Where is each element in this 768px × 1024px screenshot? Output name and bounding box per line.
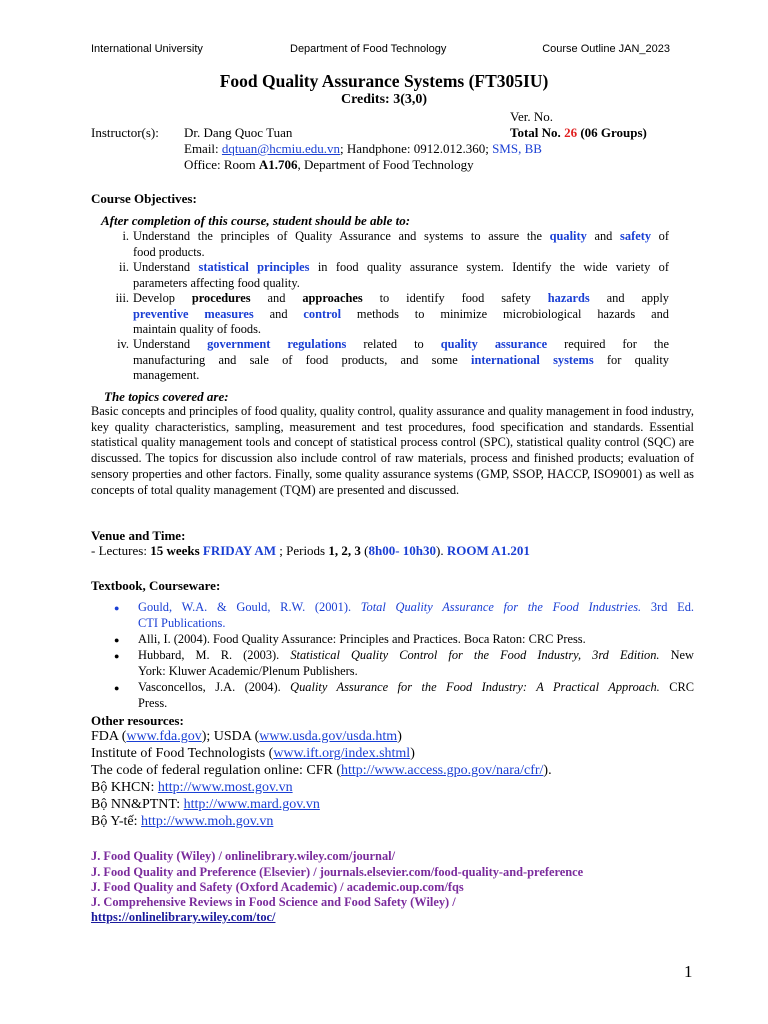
objective-text: Understand government regulations related to quality assurance required for the manufacturing and sale of food products, and some international systems for quality management.	[133, 337, 669, 383]
course-title-text: Food Quality Assurance Systems	[219, 71, 469, 91]
objective-text: Understand the principles of Quality Assurance and systems to assure the quality and safety of food products.	[133, 229, 669, 259]
venue-lectures: - Lectures: 15 weeks FRIDAY AM ; Periods 1, 2, 3 (8h00- 10h30). ROOM A1.201	[91, 543, 530, 558]
objective-number: iii.	[115, 291, 129, 305]
journal-line: J. Food Quality and Safety (Oxford Academic) / academic.oup.com/fqs	[91, 880, 464, 894]
textbook-heading: Textbook, Courseware:	[91, 578, 221, 593]
header-department: Department of Food Technology	[290, 43, 447, 55]
office-suffix: , Department of Food Technology	[297, 157, 474, 172]
version-number: Ver. No.	[510, 109, 553, 124]
usda-link[interactable]: www.usda.gov/usda.htm	[259, 729, 398, 744]
resource-line-fda-usda: FDA (www.fda.gov); USDA (www.usda.gov/usda.htm)	[91, 729, 402, 744]
journal-line: J. Food Quality and Preference (Elsevier) / journals.elsevier.com/food-quality-and-preference	[91, 865, 584, 879]
objective-text: Develop procedures and approaches to identify food safety hazards and apply preventive measures and control methods to minimize microbiological hazards and maintain quality of foods.	[133, 291, 669, 337]
objectives-heading: Course Objectives:	[91, 191, 197, 206]
bullet-icon: ●	[114, 651, 120, 661]
office-room: A1.706	[258, 157, 298, 172]
contact-line	[184, 141, 542, 157]
office-line	[184, 157, 474, 173]
page-number: 1	[684, 962, 693, 981]
email-link[interactable]: dqtuan@hcmiu.edu.vn	[221, 141, 341, 156]
instructor-label: Instructor(s):	[91, 125, 159, 140]
total-label: Total No.	[510, 125, 565, 140]
mard-link[interactable]: http://www.mard.gov.vn	[183, 797, 320, 812]
wiley-toc-link[interactable]: https://onlinelibrary.wiley.com/toc/	[91, 910, 276, 924]
venue-heading: Venue and Time:	[91, 528, 186, 543]
objective-text: Understand statistical principles in food quality assurance system. Identify the wide variety of parameters affecting food quality.	[133, 260, 669, 290]
topics-heading: The topics covered are:	[104, 389, 229, 404]
objective-number: i.	[122, 229, 129, 243]
objective-item	[107, 229, 669, 261]
bullet-icon: ●	[114, 683, 120, 693]
objective-item	[107, 260, 669, 292]
total-groups: (06 Groups)	[577, 125, 647, 140]
header-course-outline: Course Outline JAN_2023	[542, 43, 670, 55]
course-credits: Credits: 3(3,0)	[340, 92, 428, 107]
objective-number: ii.	[119, 260, 129, 274]
total-value: 26	[564, 125, 578, 140]
sms-text: SMS, BB	[492, 141, 542, 156]
objective-number: iv.	[117, 337, 129, 351]
bullet-icon: ●	[114, 635, 120, 645]
most-link[interactable]: http://www.most.gov.vn	[157, 780, 293, 795]
resource-line-cfr: The code of federal regulation online: CFR (http://www.access.gpo.gov/nara/cfr/).	[91, 763, 552, 778]
cfr-link[interactable]: http://www.access.gpo.gov/nara/cfr/	[340, 763, 544, 778]
resources-heading: Other resources:	[91, 713, 184, 728]
objective-item	[107, 337, 669, 384]
header-university: International University	[91, 43, 203, 55]
objective-item	[107, 291, 669, 338]
total-students	[510, 125, 647, 141]
reference-item: Alli, I. (2004). Food Quality Assurance: Principles and Practices. Boca Raton: CRC Press.	[138, 632, 586, 646]
reference-item: Gould, W.A. & Gould, R.W. (2001). Total Quality Assurance for the Food Industries. 3rd Ed. CTI Publications.	[138, 600, 694, 630]
reference-item: Hubbard, M. R. (2003). Statistical Quality Control for the Food Industry, 3rd Edition. New York: Kluwer Academic/Plenum Publishers.	[138, 648, 694, 678]
resource-line-ift: Institute of Food Technologists (www.ift.org/index.shtml)	[91, 746, 415, 761]
reference-item: Vasconcellos, J.A. (2004). Quality Assurance for the Food Industry: A Practical Approach. CRC Press.	[138, 680, 694, 710]
journal-line: J. Comprehensive Reviews in Food Science and Food Safety (Wiley) /	[91, 895, 456, 909]
fda-link[interactable]: www.fda.gov	[126, 729, 202, 744]
course-code: (FT305IU)	[468, 71, 549, 91]
handphone-text: ; Handphone: 0912.012.360;	[340, 141, 493, 156]
email-label: Email:	[184, 141, 222, 156]
ift-link[interactable]: www.ift.org/index.shtml	[273, 746, 411, 761]
objectives-intro: After completion of this course, student should be able to:	[101, 213, 411, 228]
page-header	[91, 43, 668, 57]
moh-link[interactable]: http://www.moh.gov.vn	[141, 814, 274, 829]
resource-line-moh: Bộ Y-tế: http://www.moh.gov.vn	[91, 814, 274, 829]
course-title	[0, 71, 768, 92]
instructor-name: Dr. Dang Quoc Tuan	[184, 125, 293, 140]
office-prefix: Office: Room	[184, 157, 259, 172]
resource-line-mard: Bộ NN&PTNT: http://www.mard.gov.vn	[91, 797, 320, 812]
bullet-icon: ●	[114, 603, 120, 613]
topics-body: Basic concepts and principles of food quality, quality control, quality assurance and quality management in food industry, key quality characteristics, sampling, measurement and test procedures, food specification and standards. Essential statistical quality management tools and concept of statistical process control (SPC), statistical quality control (SQC) are discussed. The topics for discussion also include control of raw materials, process and finished products; evaluation of sensory properties and other factors. Finally, some quality assurance systems (GMP, SSOP, HACCP, ISO9001) as well as concepts of total quality management (TQM) are presented and discussed.	[91, 404, 694, 497]
resource-line-most: Bộ KHCN: http://www.most.gov.vn	[91, 780, 293, 795]
journal-line: J. Food Quality (Wiley) / onlinelibrary.wiley.com/journal/	[91, 849, 396, 863]
